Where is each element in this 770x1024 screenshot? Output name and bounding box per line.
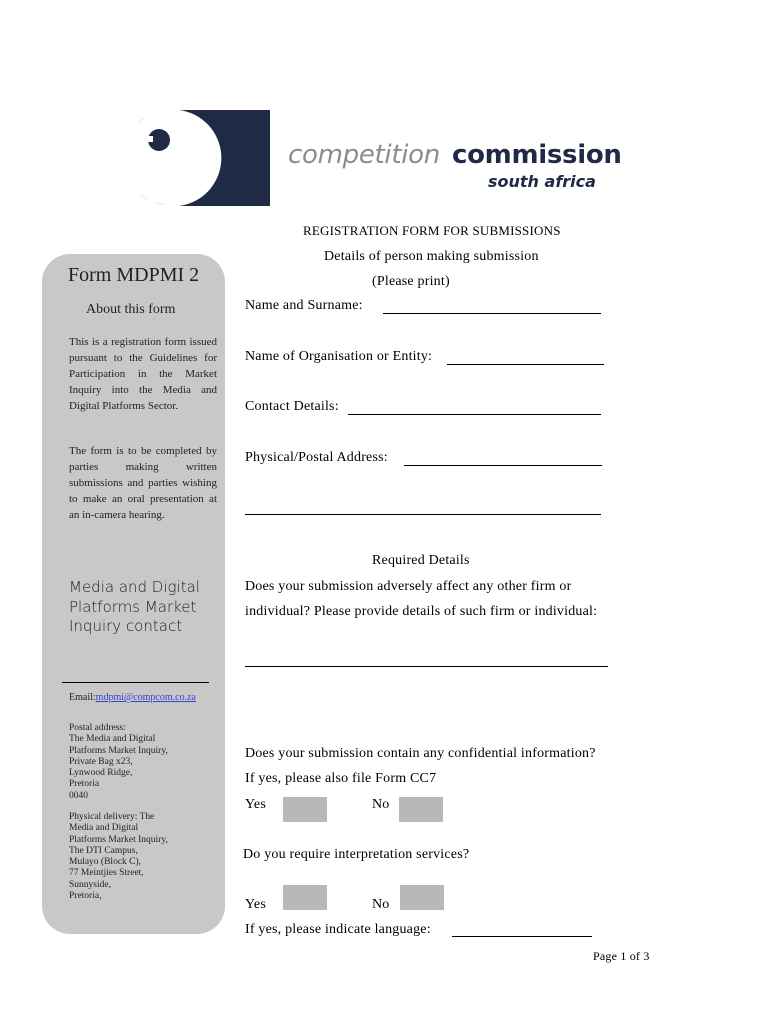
about-heading: About this form [86,302,176,317]
email-line [69,692,196,703]
postal-address: Postal address: The Media and Digital Platforms Market Inquiry, Private Bag x23, Lynwood Ridge, Pretoria 0040 [69,723,168,801]
logo-word-competition: competition [288,140,440,170]
interpretation-yes-label: Yes [245,897,266,912]
page-number: Page 1 of 3 [593,949,650,963]
required-details-heading: Required Details [372,553,470,568]
interpretation-question: Do you require interpretation services? [243,847,470,862]
name-label: Name and Surname: [245,298,363,313]
interpretation-no-checkbox[interactable] [400,885,444,910]
form-title: REGISTRATION FORM FOR SUBMISSIONS [303,223,561,238]
adverse-question-line-1: Does your submission adversely affect any other firm or [245,579,572,594]
interpretation-no-label: No [372,897,390,912]
contact-divider [62,682,209,683]
confidential-yes-label: Yes [245,797,266,812]
about-paragraph-1: This is a registration form issued pursuant to the Guidelines for Participation in the Market Inquiry into the Media and Digital Platforms Sector. [69,336,217,412]
confidential-no-label: No [372,797,390,812]
form-code-title: Form MDPMI 2 [68,264,200,286]
confidential-yes-checkbox[interactable] [283,797,327,822]
contact-details-field[interactable] [348,414,601,415]
name-field[interactable] [383,313,601,314]
physical-delivery-address: Physical delivery: The Media and Digital Platforms Market Inquiry, The DTI Campus, Mulayo (Block C), 77 Meintjies Street, Sunnyside, Pretoria, [69,812,168,902]
confidential-note: If yes, please also file Form CC7 [245,771,437,786]
language-field[interactable] [452,936,592,937]
about-paragraph-2: The form is to be completed by parties making written submissions and parties wishing to make an oral presentation at an in-camera hearing. [69,445,217,521]
adverse-question-line-2: individual? Please provide details of such firm or individual: [245,604,598,619]
organisation-label: Name of Organisation or Entity: [245,349,433,364]
email-label: Email: [69,692,96,703]
interpretation-yes-checkbox[interactable] [283,885,327,910]
adverse-details-field[interactable] [245,666,608,667]
logo-word-commission: commission [452,140,622,170]
language-label: If yes, please indicate language: [245,922,431,937]
contact-heading: Media and Digital Platforms Market Inquiry contact [69,578,200,635]
competition-commission-logo-mark [115,110,270,206]
contact-details-label: Contact Details: [245,399,339,414]
logo-word-south-africa: south africa [488,172,596,191]
confidential-question: Does your submission contain any confidential information? [245,746,596,761]
form-subtitle: Details of person making submission [324,249,539,264]
form-note: (Please print) [372,274,450,289]
address-field[interactable] [404,465,602,466]
email-link[interactable]: mdpmi@compcom.co.za [95,692,196,703]
organisation-field[interactable] [447,364,604,365]
address-field-line-2[interactable] [245,514,601,515]
address-label: Physical/Postal Address: [245,450,388,465]
confidential-no-checkbox[interactable] [399,797,443,822]
